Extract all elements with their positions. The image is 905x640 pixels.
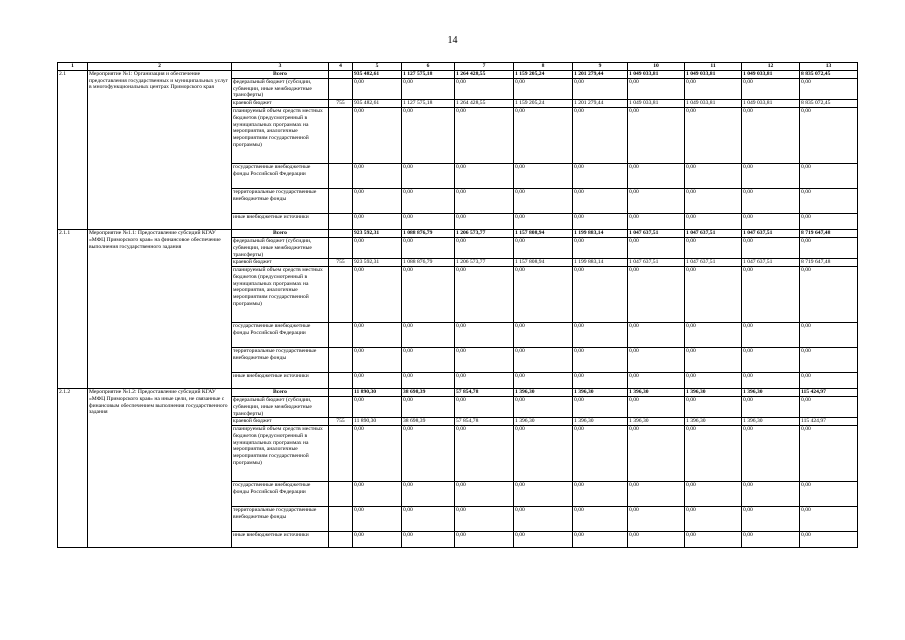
total-amount: 8 835 072,45 — [800, 100, 858, 108]
year-amount: 0,00 — [628, 189, 685, 214]
total-amount: 0,00 — [800, 79, 858, 100]
funding-source: иные внебюджетные источники — [232, 373, 329, 389]
year-amount: 0,00 — [628, 348, 685, 373]
budget-code — [329, 323, 353, 348]
year-amount: 0,00 — [628, 373, 685, 389]
year-amount: 0,00 — [628, 267, 685, 323]
year-amount: 0,00 — [742, 507, 800, 532]
funding-source: территориальные государственные внебюджетные фонды — [232, 348, 329, 373]
year-amount: 0,00 — [628, 532, 685, 548]
year-amount: 0,00 — [402, 189, 455, 214]
column-number: 11 — [685, 63, 742, 71]
year-amount: 0,00 — [455, 507, 514, 532]
budget-code — [329, 79, 353, 100]
year-amount: 0,00 — [628, 214, 685, 230]
year-amount: 0,00 — [685, 373, 742, 389]
year-amount: 0,00 — [353, 189, 402, 214]
year-amount: 0,00 — [685, 267, 742, 323]
year-amount: 0,00 — [514, 373, 573, 389]
year-amount: 0,00 — [742, 189, 800, 214]
budget-code — [329, 348, 353, 373]
year-amount: 1 047 637,51 — [685, 230, 742, 238]
year-amount: 1 396,30 — [742, 389, 800, 397]
year-amount: 0,00 — [685, 238, 742, 259]
year-amount: 935 482,61 — [353, 71, 402, 79]
year-amount: 0,00 — [514, 507, 573, 532]
year-amount: 0,00 — [514, 426, 573, 482]
year-amount: 1 264 428,55 — [455, 71, 514, 79]
year-amount: 1 206 573,77 — [455, 230, 514, 238]
year-amount: 0,00 — [573, 108, 628, 164]
section-total-row — [58, 71, 858, 79]
year-amount: 1 396,30 — [573, 389, 628, 397]
year-amount: 0,00 — [742, 267, 800, 323]
year-amount: 0,00 — [402, 373, 455, 389]
year-amount: 0,00 — [455, 108, 514, 164]
year-amount: 0,00 — [685, 507, 742, 532]
year-amount: 1 159 205,24 — [514, 100, 573, 108]
total-amount: 0,00 — [800, 532, 858, 548]
funding-source: Всего — [232, 389, 329, 397]
year-amount: 0,00 — [353, 323, 402, 348]
total-amount: 0,00 — [800, 482, 858, 507]
year-amount: 0,00 — [685, 79, 742, 100]
year-amount: 0,00 — [685, 532, 742, 548]
year-amount: 1 396,30 — [685, 389, 742, 397]
year-amount: 0,00 — [353, 373, 402, 389]
year-amount: 0,00 — [353, 238, 402, 259]
year-amount: 0,00 — [402, 426, 455, 482]
year-amount: 57 854,78 — [455, 418, 514, 426]
year-amount: 0,00 — [628, 108, 685, 164]
year-amount: 0,00 — [573, 532, 628, 548]
year-amount: 0,00 — [455, 164, 514, 189]
year-amount: 0,00 — [685, 214, 742, 230]
total-amount: 0,00 — [800, 164, 858, 189]
funding-source: территориальные государственные внебюджетные фонды — [232, 189, 329, 214]
measure-title: Мероприятие №1.1: Предоставление субсидий КГАУ «МФЦ Приморского края» на финансовое обеспечение выполнения государственного задания — [88, 230, 232, 389]
budget-code — [329, 389, 353, 397]
year-amount: 0,00 — [685, 348, 742, 373]
year-amount: 935 482,61 — [353, 100, 402, 108]
year-amount: 0,00 — [514, 189, 573, 214]
year-amount: 1 396,30 — [685, 418, 742, 426]
year-amount: 1 047 637,51 — [742, 230, 800, 238]
funding-source: Всего — [232, 230, 329, 238]
year-amount: 0,00 — [514, 214, 573, 230]
year-amount: 38 698,39 — [402, 418, 455, 426]
year-amount: 0,00 — [573, 323, 628, 348]
total-amount: 0,00 — [800, 238, 858, 259]
year-amount: 0,00 — [455, 426, 514, 482]
year-amount: 0,00 — [353, 267, 402, 323]
year-amount: 0,00 — [402, 214, 455, 230]
year-amount: 1 047 637,51 — [628, 259, 685, 267]
year-amount: 1 088 876,79 — [402, 259, 455, 267]
column-number: 5 — [353, 63, 402, 71]
year-amount: 1 047 637,51 — [685, 259, 742, 267]
funding-source: территориальные государственные внебюджетные фонды — [232, 507, 329, 532]
budget-code — [329, 164, 353, 189]
year-amount: 1 199 883,14 — [573, 230, 628, 238]
year-amount: 0,00 — [573, 267, 628, 323]
budget-code — [329, 189, 353, 214]
column-number: 6 — [402, 63, 455, 71]
year-amount: 1 264 428,55 — [455, 100, 514, 108]
year-amount: 923 592,31 — [353, 259, 402, 267]
funding-source: федеральный бюджет (субсидии, субвенции, иные межбюджетные трансферты) — [232, 397, 329, 418]
year-amount: 0,00 — [628, 164, 685, 189]
total-amount: 115 424,97 — [800, 389, 858, 397]
total-amount: 0,00 — [800, 323, 858, 348]
total-amount: 0,00 — [800, 267, 858, 323]
year-amount: 0,00 — [685, 164, 742, 189]
measure-number: 2.1 — [58, 71, 88, 230]
year-amount: 0,00 — [402, 348, 455, 373]
measure-title: Мероприятие №1: Организация и обеспечение предоставления государственных и муниципальных услуг в многофункциональных центрах Приморского края — [88, 71, 232, 230]
year-amount: 0,00 — [742, 238, 800, 259]
funding-source: федеральный бюджет (субсидии, субвенции, иные межбюджетные трансферты) — [232, 238, 329, 259]
funding-source: краевой бюджет — [232, 418, 329, 426]
year-amount: 0,00 — [514, 108, 573, 164]
total-amount: 0,00 — [800, 397, 858, 418]
year-amount: 0,00 — [573, 79, 628, 100]
year-amount: 0,00 — [742, 108, 800, 164]
year-amount: 0,00 — [742, 79, 800, 100]
year-amount: 1 049 033,81 — [742, 71, 800, 79]
year-amount: 0,00 — [402, 164, 455, 189]
total-amount: 8 719 647,48 — [800, 230, 858, 238]
year-amount: 0,00 — [685, 189, 742, 214]
year-amount: 0,00 — [628, 482, 685, 507]
year-amount: 1 396,30 — [742, 418, 800, 426]
year-amount: 0,00 — [628, 507, 685, 532]
year-amount: 0,00 — [514, 79, 573, 100]
year-amount: 0,00 — [514, 238, 573, 259]
year-amount: 0,00 — [455, 214, 514, 230]
year-amount: 0,00 — [514, 397, 573, 418]
year-amount: 1 159 205,24 — [514, 71, 573, 79]
year-amount: 0,00 — [353, 397, 402, 418]
column-number: 3 — [232, 63, 329, 71]
year-amount: 0,00 — [573, 426, 628, 482]
column-number: 12 — [742, 63, 800, 71]
column-number: 8 — [514, 63, 573, 71]
year-amount: 1 201 279,44 — [573, 71, 628, 79]
year-amount: 0,00 — [353, 164, 402, 189]
year-amount: 1 127 575,18 — [402, 71, 455, 79]
year-amount: 0,00 — [573, 507, 628, 532]
year-amount: 0,00 — [514, 482, 573, 507]
section-total-row — [58, 230, 858, 238]
budget-code — [329, 532, 353, 548]
year-amount: 1 049 033,81 — [685, 71, 742, 79]
column-number: 10 — [628, 63, 685, 71]
year-amount: 0,00 — [402, 79, 455, 100]
column-number: 9 — [573, 63, 628, 71]
year-amount: 1 047 637,51 — [742, 259, 800, 267]
year-amount: 1 199 883,14 — [573, 259, 628, 267]
budget-code — [329, 108, 353, 164]
total-amount: 0,00 — [800, 189, 858, 214]
budget-table — [57, 62, 858, 548]
year-amount: 0,00 — [685, 482, 742, 507]
year-amount: 0,00 — [573, 214, 628, 230]
year-amount: 0,00 — [742, 426, 800, 482]
year-amount: 0,00 — [628, 397, 685, 418]
year-amount: 0,00 — [742, 348, 800, 373]
measure-number: 2.1.2 — [58, 389, 88, 548]
budget-code: 755 — [329, 259, 353, 267]
budget-code — [329, 71, 353, 79]
funding-source: иные внебюджетные источники — [232, 214, 329, 230]
year-amount: 0,00 — [353, 507, 402, 532]
year-amount: 0,00 — [742, 323, 800, 348]
year-amount: 0,00 — [573, 164, 628, 189]
funding-source: краевой бюджет — [232, 100, 329, 108]
total-amount: 0,00 — [800, 214, 858, 230]
year-amount: 0,00 — [455, 482, 514, 507]
year-amount: 0,00 — [685, 426, 742, 482]
year-amount: 1 396,30 — [628, 389, 685, 397]
year-amount: 0,00 — [455, 532, 514, 548]
year-amount: 0,00 — [685, 108, 742, 164]
year-amount: 0,00 — [455, 238, 514, 259]
budget-code — [329, 214, 353, 230]
year-amount: 0,00 — [573, 397, 628, 418]
year-amount: 0,00 — [628, 238, 685, 259]
budget-code — [329, 507, 353, 532]
year-amount: 0,00 — [514, 532, 573, 548]
year-amount: 11 890,30 — [353, 418, 402, 426]
year-amount: 0,00 — [514, 348, 573, 373]
year-amount: 1 206 573,77 — [455, 259, 514, 267]
year-amount: 0,00 — [514, 267, 573, 323]
year-amount: 1 396,30 — [573, 418, 628, 426]
funding-source: федеральный бюджет (субсидии, субвенции, иные межбюджетные трансферты) — [232, 79, 329, 100]
column-number: 13 — [800, 63, 858, 71]
year-amount: 1 396,30 — [514, 418, 573, 426]
year-amount: 0,00 — [402, 507, 455, 532]
total-amount: 0,00 — [800, 507, 858, 532]
year-amount: 0,00 — [628, 323, 685, 348]
year-amount: 1 049 033,81 — [685, 100, 742, 108]
budget-code — [329, 373, 353, 389]
total-amount: 0,00 — [800, 108, 858, 164]
total-amount: 115 424,97 — [800, 418, 858, 426]
year-amount: 0,00 — [455, 323, 514, 348]
column-number: 1 — [58, 63, 88, 71]
year-amount: 0,00 — [742, 214, 800, 230]
year-amount: 0,00 — [353, 532, 402, 548]
column-number: 4 — [329, 63, 353, 71]
year-amount: 923 592,31 — [353, 230, 402, 238]
total-amount: 0,00 — [800, 348, 858, 373]
year-amount: 0,00 — [455, 397, 514, 418]
year-amount: 0,00 — [514, 164, 573, 189]
year-amount: 0,00 — [573, 373, 628, 389]
budget-code: 755 — [329, 100, 353, 108]
year-amount: 1 047 637,51 — [628, 230, 685, 238]
year-amount: 0,00 — [402, 323, 455, 348]
year-amount: 0,00 — [742, 397, 800, 418]
year-amount: 1 157 808,94 — [514, 230, 573, 238]
year-amount: 1 127 575,18 — [402, 100, 455, 108]
page-number: 14 — [447, 35, 458, 46]
budget-code — [329, 238, 353, 259]
year-amount: 0,00 — [402, 267, 455, 323]
year-amount: 0,00 — [455, 348, 514, 373]
year-amount: 0,00 — [353, 79, 402, 100]
year-amount: 0,00 — [742, 164, 800, 189]
year-amount: 1 396,30 — [628, 418, 685, 426]
funding-source: иные внебюджетные источники — [232, 532, 329, 548]
funding-source: Всего — [232, 71, 329, 79]
year-amount: 0,00 — [353, 426, 402, 482]
year-amount: 0,00 — [742, 373, 800, 389]
column-number-row — [58, 63, 858, 71]
year-amount: 0,00 — [353, 482, 402, 507]
year-amount: 0,00 — [455, 373, 514, 389]
measure-title: Мероприятие №1.2: Предоставление субсидий КГАУ «МФЦ Приморского края» на иные цели, не связанные с финансовым обеспечением выполнения государственного задания — [88, 389, 232, 548]
year-amount: 0,00 — [573, 482, 628, 507]
budget-code — [329, 230, 353, 238]
year-amount: 1 049 033,81 — [742, 100, 800, 108]
year-amount: 38 698,39 — [402, 389, 455, 397]
year-amount: 0,00 — [402, 482, 455, 507]
year-amount: 1 201 279,44 — [573, 100, 628, 108]
year-amount: 0,00 — [742, 482, 800, 507]
year-amount: 0,00 — [628, 79, 685, 100]
year-amount: 0,00 — [573, 238, 628, 259]
budget-code — [329, 267, 353, 323]
budget-code — [329, 397, 353, 418]
year-amount: 0,00 — [573, 348, 628, 373]
funding-source: планируемый объем средств местных бюджетов (предусмотренный в муниципальных программах на мероприятия, аналогичные мероприятиям государственной программы) — [232, 267, 329, 323]
funding-source: планируемый объем средств местных бюджетов (предусмотренный в муниципальных программах на мероприятия, аналогичные мероприятиям государственной программы) — [232, 426, 329, 482]
year-amount: 0,00 — [573, 189, 628, 214]
year-amount: 0,00 — [455, 189, 514, 214]
year-amount: 0,00 — [353, 348, 402, 373]
year-amount: 0,00 — [514, 323, 573, 348]
year-amount: 0,00 — [402, 397, 455, 418]
total-amount: 8 835 072,45 — [800, 71, 858, 79]
year-amount: 0,00 — [628, 426, 685, 482]
year-amount: 0,00 — [455, 79, 514, 100]
year-amount: 1 049 033,81 — [628, 100, 685, 108]
column-number: 7 — [455, 63, 514, 71]
year-amount: 57 854,78 — [455, 389, 514, 397]
year-amount: 1 049 033,81 — [628, 71, 685, 79]
year-amount: 11 890,30 — [353, 389, 402, 397]
total-amount: 0,00 — [800, 426, 858, 482]
year-amount: 0,00 — [402, 532, 455, 548]
budget-code — [329, 482, 353, 507]
year-amount: 0,00 — [353, 108, 402, 164]
year-amount: 0,00 — [402, 108, 455, 164]
year-amount: 1 157 808,94 — [514, 259, 573, 267]
year-amount: 0,00 — [685, 323, 742, 348]
year-amount: 1 088 876,79 — [402, 230, 455, 238]
total-amount: 8 719 647,48 — [800, 259, 858, 267]
section-total-row — [58, 389, 858, 397]
funding-source: государственные внебюджетные фонды Российской Федерации — [232, 164, 329, 189]
budget-code — [329, 426, 353, 482]
year-amount: 0,00 — [353, 214, 402, 230]
column-number: 2 — [88, 63, 232, 71]
year-amount: 1 396,30 — [514, 389, 573, 397]
funding-source: планируемый объем средств местных бюджетов (предусмотренный в муниципальных программах на мероприятия, аналогичные мероприятиям государственной программы) — [232, 108, 329, 164]
year-amount: 0,00 — [742, 532, 800, 548]
total-amount: 0,00 — [800, 373, 858, 389]
funding-source: государственные внебюджетные фонды Российской Федерации — [232, 323, 329, 348]
measure-number: 2.1.1 — [58, 230, 88, 389]
year-amount: 0,00 — [402, 238, 455, 259]
funding-source: государственные внебюджетные фонды Российской Федерации — [232, 482, 329, 507]
year-amount: 0,00 — [685, 397, 742, 418]
budget-code: 755 — [329, 418, 353, 426]
funding-source: краевой бюджет — [232, 259, 329, 267]
year-amount: 0,00 — [455, 267, 514, 323]
